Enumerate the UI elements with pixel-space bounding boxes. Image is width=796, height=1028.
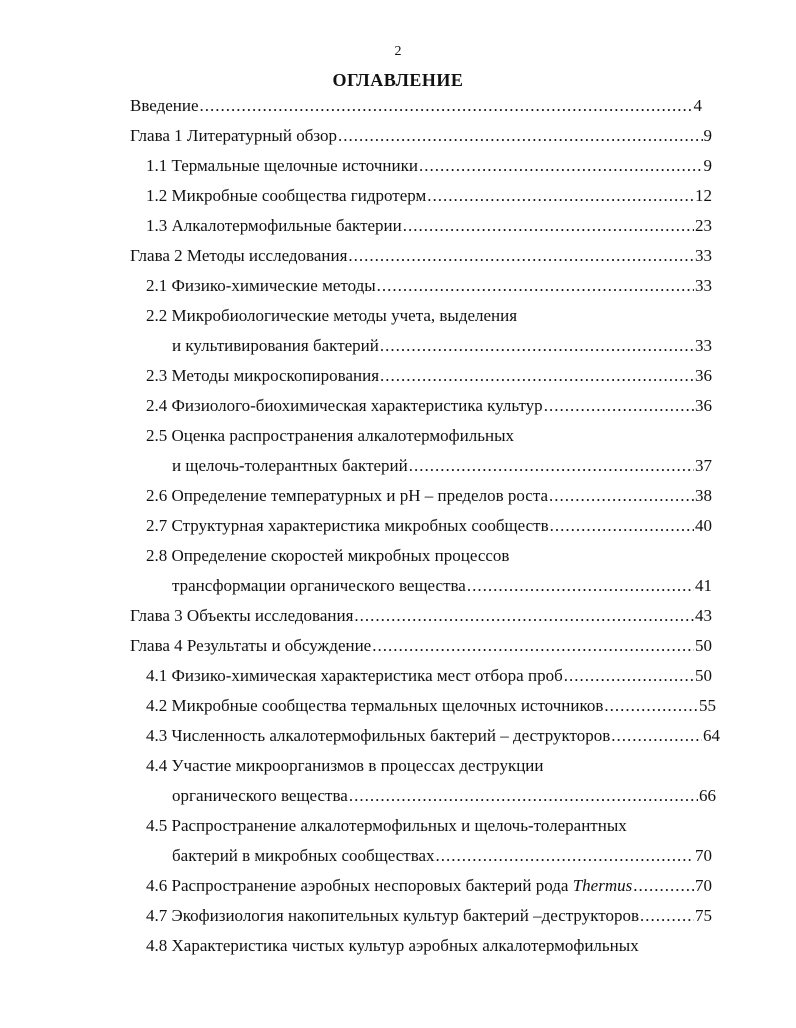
toc-leader-dots (380, 336, 694, 356)
toc-entry-label (146, 876, 632, 896)
toc-entry-page: 64 (703, 726, 720, 745)
toc-entry-label: 2.5 Оценка распространения алкалотермофильных (146, 426, 515, 445)
toc-entry-page: 70 (695, 876, 712, 895)
toc-entry-label: органического вещества (172, 786, 348, 805)
toc-entry (130, 636, 712, 662)
toc-entry-label: и культивирования бактерий (172, 336, 379, 355)
toc-entry (146, 696, 716, 722)
toc-entry-page: 66 (699, 786, 716, 805)
toc-leader-dots (564, 666, 694, 686)
toc-leader-dots (436, 846, 694, 866)
toc-entry-label: 4.3 Численность алкалотермофильных бактерий – деструкторов (146, 726, 611, 745)
toc-leader-dots (200, 96, 693, 116)
toc-entry-page: 36 (695, 396, 712, 415)
toc-entry-label-text: 4.6 Распространение аэробных неспоровых бактерий рода (146, 876, 569, 895)
toc-entry-page: 33 (695, 336, 712, 355)
toc-entry (172, 336, 712, 362)
toc-leader-dots (633, 876, 694, 896)
toc-leader-dots (611, 726, 702, 746)
toc-entry-label: 2.7 Структурная характеристика микробных сообществ (146, 516, 549, 535)
toc-leader-dots (354, 606, 694, 626)
toc-entry (172, 576, 712, 602)
toc-leader-dots (467, 576, 694, 596)
toc-entry-label: 2.1 Физико-химические методы (146, 276, 376, 295)
toc-leader-dots (377, 276, 694, 296)
toc-entry-page: 9 (703, 156, 712, 175)
toc-entry-page: 33 (695, 276, 712, 295)
toc-leader-dots (349, 786, 698, 806)
toc-entry (172, 786, 716, 812)
toc-leader-dots (419, 156, 703, 176)
toc-entry-page: 37 (695, 456, 712, 475)
toc-leader-dots (338, 126, 703, 146)
toc-entry-label: трансформации органического вещества (172, 576, 466, 595)
toc-entry-label: 1.2 Микробные сообщества гидротерм (146, 186, 427, 205)
toc-entry (146, 306, 712, 332)
toc-entry (146, 426, 712, 452)
toc-entry (146, 276, 712, 302)
toc-entry-page: 55 (699, 696, 716, 715)
toc-entry-page: 70 (695, 846, 712, 865)
toc-entry (146, 156, 712, 182)
toc-leader-dots (549, 486, 694, 506)
toc-entry-label: и щелочь-толерантных бактерий (172, 456, 408, 475)
toc-entry (146, 186, 712, 212)
toc-leader-dots (372, 636, 694, 656)
toc-entry-label: 1.3 Алкалотермофильные бактерии (146, 216, 402, 235)
toc-leader-dots (409, 456, 694, 476)
toc-entry (146, 876, 712, 902)
toc-entry-label: 4.2 Микробные сообщества термальных щелочных источников (146, 696, 604, 715)
toc-entry (172, 456, 712, 482)
toc-entry-page: 33 (695, 246, 712, 265)
toc-entry (146, 726, 720, 752)
toc-leader-dots (640, 906, 694, 926)
toc-entry-label: 4.5 Распространение алкалотермофильных и щелочь-толерантных (146, 816, 627, 835)
toc-entry (146, 516, 712, 542)
toc-entry-page: 36 (695, 366, 712, 385)
toc-entry (146, 816, 712, 842)
toc-entry-label: 4.7 Экофизиология накопительных культур бактерий –деструкторов (146, 906, 639, 925)
toc-leader-dots (403, 216, 694, 236)
toc-entry-label: Глава 2 Методы исследования (130, 246, 348, 265)
toc-entry-page: 43 (695, 606, 712, 625)
toc-entry-page: 75 (695, 906, 712, 925)
toc-entry (146, 546, 712, 572)
toc-entry (130, 126, 712, 152)
toc-entry (172, 846, 712, 872)
toc-entry (130, 606, 712, 632)
page-title: ОГЛАВЛЕНИЕ (332, 70, 464, 90)
toc-entry (130, 246, 712, 272)
toc-leader-dots (380, 366, 694, 386)
toc-entry-label: 4.4 Участие микроорганизмов в процессах деструкции (146, 756, 544, 775)
toc-leader-dots (544, 396, 694, 416)
toc-leader-dots (427, 186, 694, 206)
toc-entry-label: 2.8 Определение скоростей микробных процессов (146, 546, 510, 565)
toc-leader-dots (348, 246, 694, 266)
toc-entry (146, 756, 712, 782)
toc-entry-label: 4.1 Физико-химическая характеристика мест отбора проб (146, 666, 563, 685)
toc-entry-page: 41 (695, 576, 712, 595)
toc-entry-page: 23 (695, 216, 712, 235)
toc-entry-label: 1.1 Термальные щелочные источники (146, 156, 418, 175)
toc-entry-label: 4.8 Характеристика чистых культур аэробных алкалотермофильных (146, 936, 639, 955)
toc-entry-page: 50 (695, 636, 712, 655)
toc-entry-label-italic: Thermus (572, 876, 633, 895)
toc-entry-label: 2.4 Физиолого-биохимическая характеристика культур (146, 396, 543, 415)
toc-entry-label: 2.2 Микробиологические методы учета, выделения (146, 306, 518, 325)
toc-entry (146, 906, 712, 932)
toc-entry-page: 9 (703, 126, 712, 145)
toc-entry (146, 486, 712, 512)
toc-entry-page: 50 (695, 666, 712, 685)
toc-leader-dots (604, 696, 698, 716)
toc-entry (130, 96, 702, 122)
toc-entry-page: 12 (695, 186, 712, 205)
toc-entry (146, 216, 712, 242)
toc-entry (146, 396, 712, 422)
toc-entry-label: Введение (130, 96, 199, 115)
toc-entry-page: 4 (693, 96, 702, 115)
toc-entry-label: Глава 1 Литературный обзор (130, 126, 337, 145)
toc-entry-label: Глава 3 Объекты исследования (130, 606, 354, 625)
toc-leader-dots (550, 516, 694, 536)
toc-entry-label: 2.6 Определение температурных и рН – пределов роста (146, 486, 549, 505)
toc-entry-page: 40 (695, 516, 712, 535)
toc-entry-label: бактерий в микробных сообществах (172, 846, 435, 865)
toc-entry-label: Глава 4 Результаты и обсуждение (130, 636, 372, 655)
toc-entry (146, 666, 712, 692)
page-number: 2 (394, 44, 402, 59)
toc-entry (146, 936, 712, 962)
toc-entry (146, 366, 712, 392)
toc-entry-page: 38 (695, 486, 712, 505)
toc-entry-label: 2.3 Методы микроскопирования (146, 366, 380, 385)
